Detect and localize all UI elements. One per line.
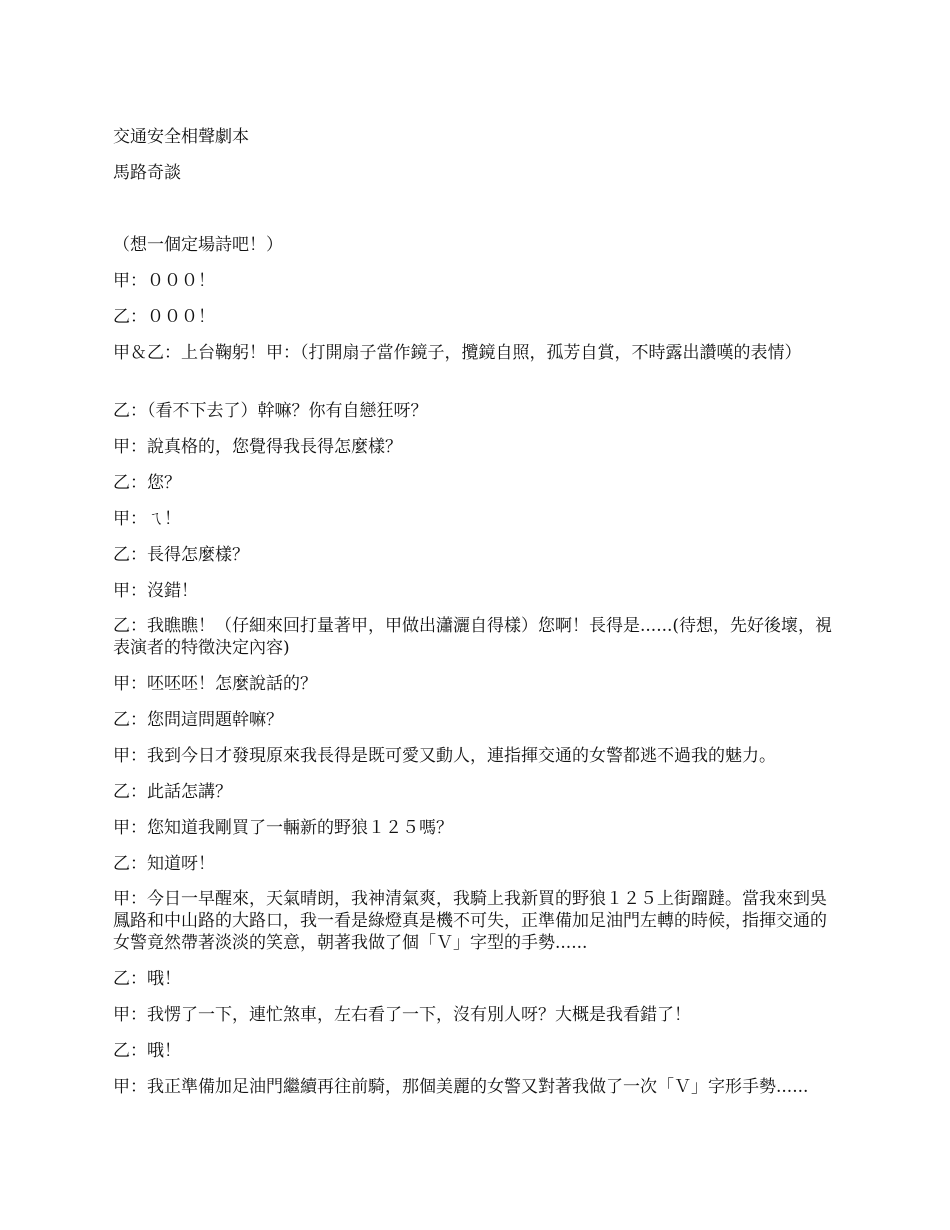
script-line: 乙：您問這問題幹嘛？	[113, 710, 283, 730]
script-line: 乙：知道呀！	[113, 854, 215, 874]
script-line: 甲：今日一早醒來，天氣晴朗，我神清氣爽，我騎上我新買的野狼１２５上街蹓躂。當我來到吳鳳路和中山路的大路口，我一看是綠燈真是機不可失，正準備加足油門左轉的時候，指揮交通的女警竟然帶著淡淡的笑意，朝著我做了個「Ｖ」字型的手勢......	[113, 889, 827, 953]
script-line: 甲：我愣了一下，連忙煞車，左右看了一下，沒有別人呀？大概是我看錯了！	[113, 1005, 691, 1025]
script-line: 甲＆乙：上台鞠躬！甲：（打開扇子當作鏡子，攬鏡自照，孤芳自賞，不時露出讚嘆的表情）	[113, 343, 802, 363]
script-line: 甲：０００！	[113, 271, 215, 291]
script-line: 甲：我正準備加足油門繼續再往前騎，那個美麗的女警又對著我做了一次「Ｖ」字形手勢......	[113, 1077, 809, 1097]
script-line: 甲：沒錯！	[113, 581, 198, 601]
script-line: 甲：ㄟ！	[113, 509, 181, 529]
document-title: 交通安全相聲劇本	[113, 127, 249, 147]
script-line: 甲：說真格的，您覺得我長得怎麼樣？	[113, 437, 402, 457]
script-line: 甲：呸呸呸！怎麼說話的？	[113, 674, 317, 694]
script-line: 乙：哦！	[113, 969, 181, 989]
script-line: （想一個定場詩吧！）	[113, 235, 283, 255]
script-line: 乙：（看不下去了）幹嘛？你有自戀狂呀？	[113, 401, 428, 421]
script-line: 甲：您知道我剛買了一輛新的野狼１２５嗎？	[113, 818, 453, 838]
script-line: 甲：我到今日才發現原來我長得是既可愛又動人，連指揮交通的女警都逃不過我的魅力。	[113, 746, 776, 766]
document-subtitle: 馬路奇談	[113, 163, 181, 183]
script-line: 乙：哦！	[113, 1041, 181, 1061]
script-line: 乙：您？	[113, 473, 181, 493]
script-line: 乙：我瞧瞧！（仔細來回打量著甲，甲做出瀟灑自得樣）您啊！長得是......(待想，先好後壞，視表演者的特徵決定內容)	[113, 616, 833, 658]
script-line: 乙：此話怎講？	[113, 782, 232, 802]
script-line: 乙：長得怎麼樣？	[113, 545, 249, 565]
script-line: 乙：０００！	[113, 307, 215, 327]
